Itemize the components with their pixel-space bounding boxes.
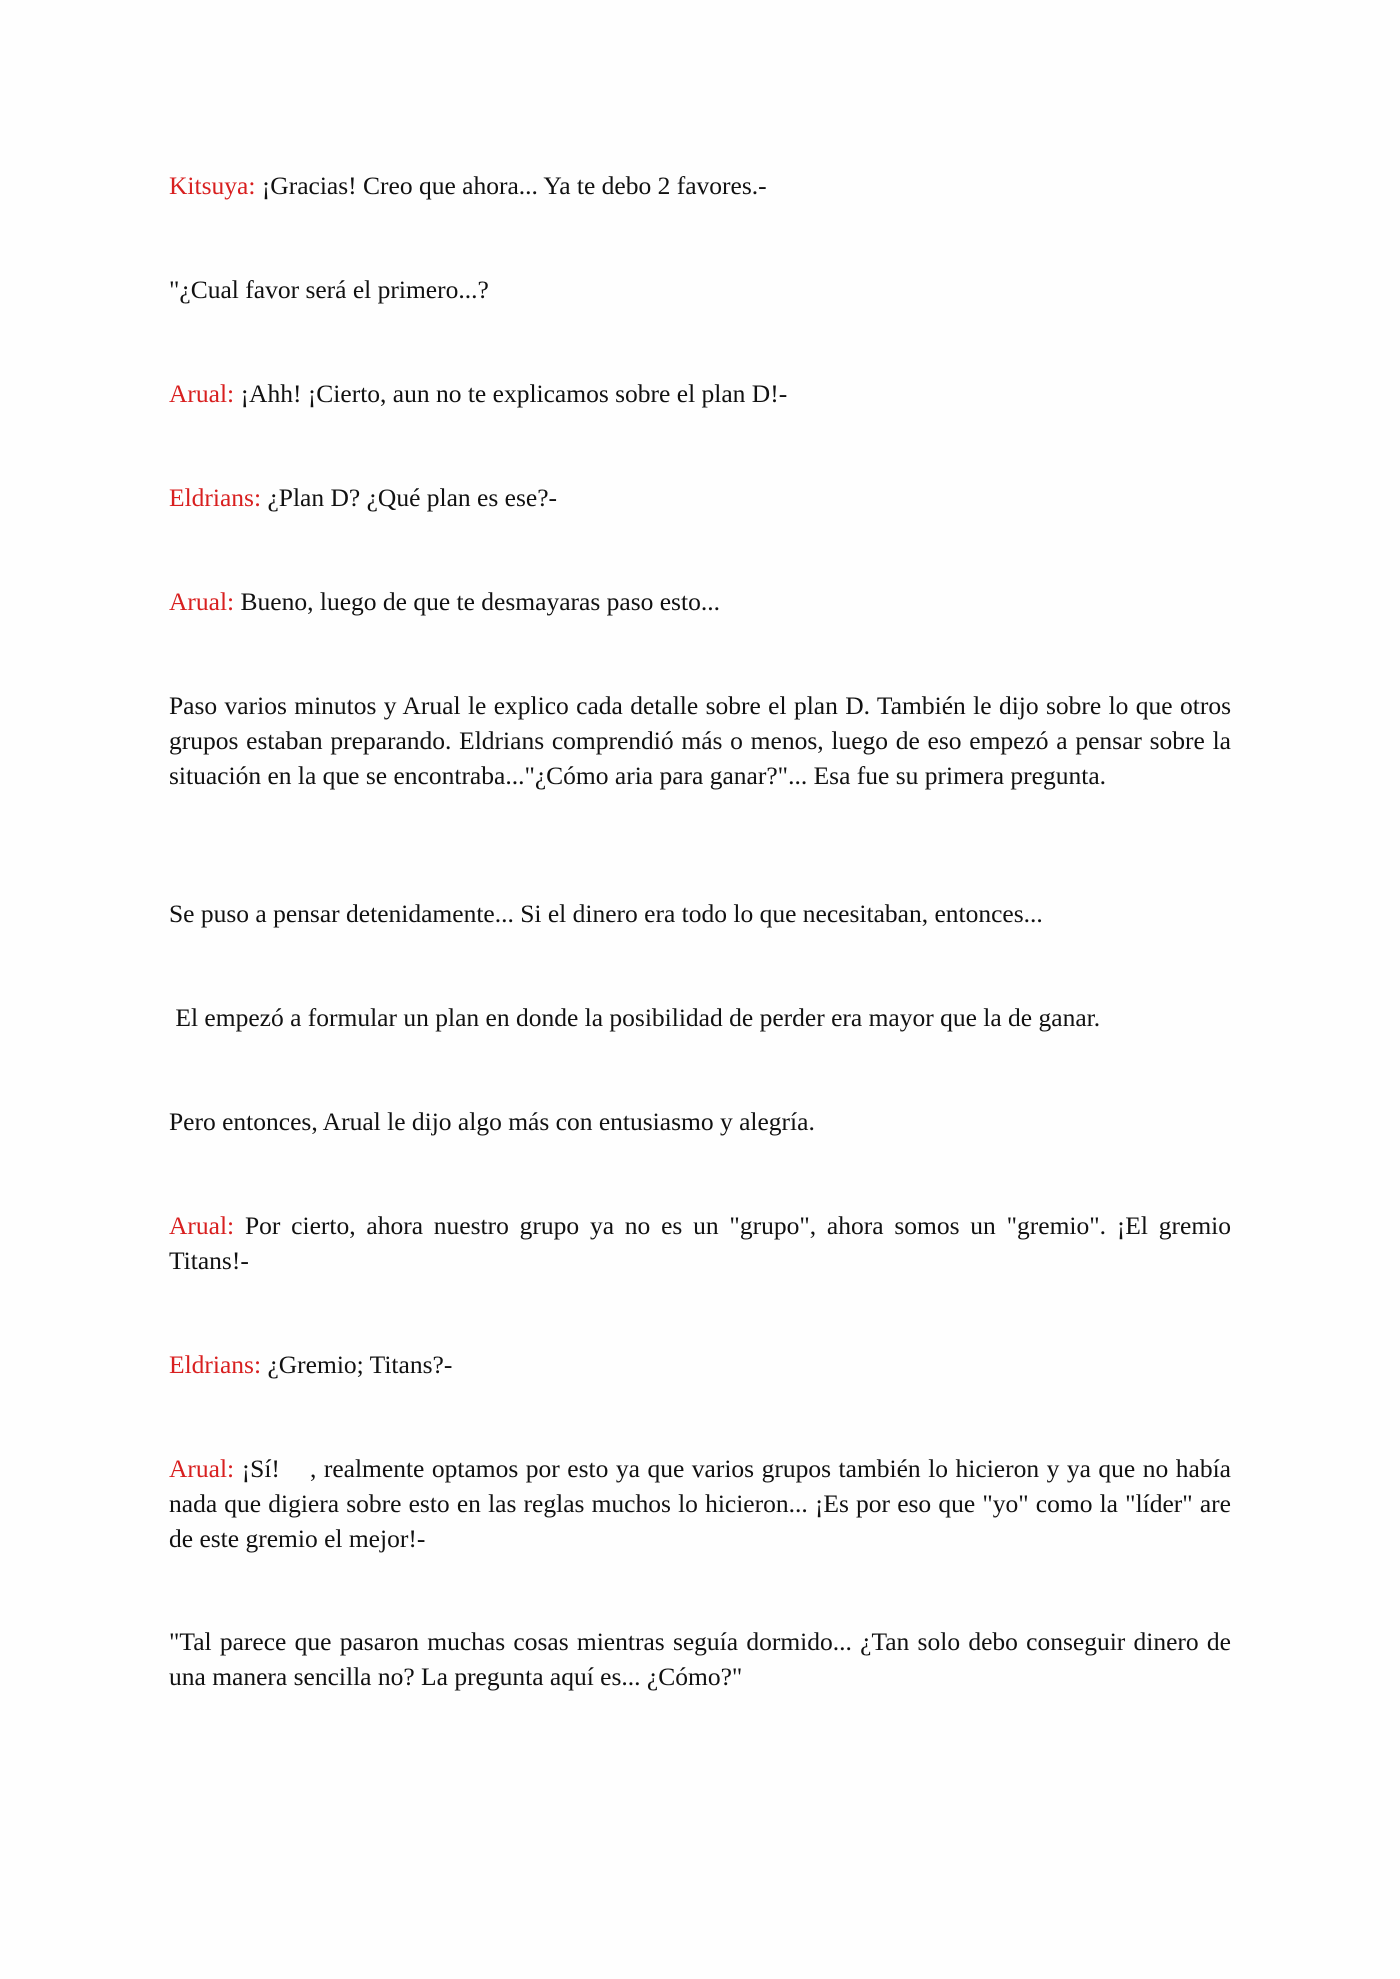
narration-paragraph	[169, 688, 1231, 793]
dialogue-line-arual	[169, 584, 1231, 619]
speaker-name: Arual:	[169, 587, 235, 616]
dialogue-line-arual	[169, 1451, 1238, 1556]
thought-paragraph	[169, 1624, 1231, 1694]
dialogue-line-kitsuya	[169, 168, 1231, 203]
narration-text: Paso varios minutos y Arual le explico cada detalle sobre el plan D. También le dijo sobre lo que otros grupos estaban preparando. Eldrians comprendió más o menos, luego de eso empezó a pensar sobre la situación en la que se encontraba..."¿Cómo aria para ganar?"... Esa fue su primera pregunta.	[169, 691, 1231, 790]
narration-text: Pero entonces, Arual le dijo algo más con entusiasmo y alegría.	[169, 1107, 815, 1136]
speaker-name: Eldrians:	[169, 483, 262, 512]
speaker-name: Arual:	[169, 1454, 235, 1483]
narration-text: Se puso a pensar detenidamente... Si el dinero era todo lo que necesitaban, entonces...	[169, 899, 1043, 928]
dialogue-text: Por cierto, ahora nuestro grupo ya no es un "grupo", ahora somos un "gremio". ¡El gremio Titans!-	[169, 1211, 1231, 1275]
narration-text: El empezó a formular un plan en donde la posibilidad de perder era mayor que la de ganar.	[169, 1003, 1101, 1032]
narration-paragraph	[169, 896, 1231, 931]
thought-text: "¿Cual favor será el primero...?	[169, 275, 489, 304]
speaker-name: Kitsuya:	[169, 171, 256, 200]
narration-paragraph	[169, 1104, 1231, 1139]
dialogue-text: ¿Plan D? ¿Qué plan es ese?-	[261, 483, 558, 512]
thought-line	[169, 272, 1231, 307]
dialogue-text: ¡Sí! , realmente optamos por esto ya que varios grupos también lo hicieron y ya que no había nada que digiera sobre esto en las reglas muchos lo hicieron... ¡Es por eso que "yo" como la "líder" are de este gremio el mejor!-	[169, 1454, 1238, 1553]
speaker-name: Eldrians:	[169, 1350, 262, 1379]
dialogue-line-eldrians	[169, 1347, 1231, 1382]
speaker-name: Arual:	[169, 379, 235, 408]
dialogue-text: ¡Gracias! Creo que ahora... Ya te debo 2 favores.-	[255, 171, 767, 200]
dialogue-line-eldrians	[169, 480, 1231, 515]
speaker-name: Arual:	[169, 1211, 235, 1240]
dialogue-text: ¡Ahh! ¡Cierto, aun no te explicamos sobre el plan D!-	[234, 379, 788, 408]
narration-paragraph	[169, 1000, 1231, 1035]
dialogue-line-arual	[169, 376, 1231, 411]
dialogue-text: Bueno, luego de que te desmayaras paso esto...	[234, 587, 720, 616]
dialogue-text: ¿Gremio; Titans?-	[261, 1350, 453, 1379]
dialogue-line-arual	[169, 1208, 1231, 1278]
thought-text: "Tal parece que pasaron muchas cosas mientras seguía dormido... ¿Tan solo debo conseguir dinero de una manera sencilla no? La pregunta aquí es... ¿Cómo?"	[169, 1627, 1231, 1691]
